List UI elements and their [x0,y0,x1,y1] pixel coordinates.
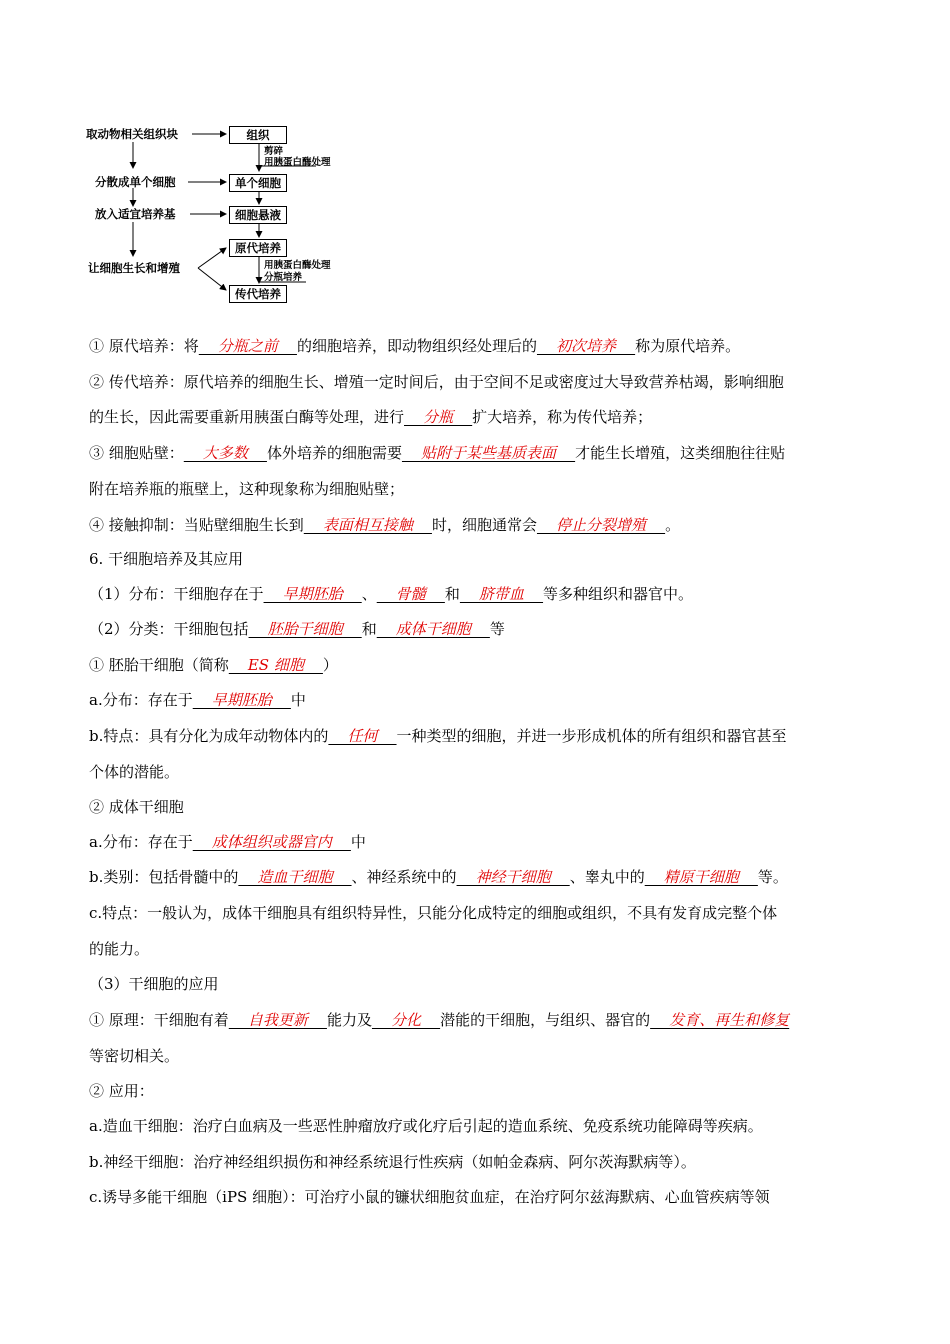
line-adherence-1: ③ 细胞贴壁： 大多数 体外培养的细胞需要 贴附于某些基质表面 才能生长增殖，这类细胞往往贴 [89,444,786,462]
answer-blank: 大多数 [183,444,267,462]
answer-blank: 分化 [371,1011,441,1029]
answer-blank: 自我更新 [228,1011,327,1029]
diagram-note-trypsin-2: 用胰蛋白酶处理 [264,260,331,271]
diagram-note-split-culture: 分瓶培养 [264,272,303,283]
diagram-step-4-label: 让细胞生长和增殖 [88,261,180,275]
answer-blank: 造血干细胞 [238,868,352,886]
line-adult-feature-1: c.特点：一般认为，成体干细胞具有组织特异性，只能分化成特定的细胞或组织，不具有发育成完整个体 [89,904,778,922]
answer-blank: 初次培养 [536,337,636,355]
answer-blank: 成体干细胞 [376,620,490,638]
line-subculture-2: 的生长，因此需要重新用胰蛋白酶等处理，进行 分瓶 扩大培养，称为传代培养； [89,408,653,426]
line-ips-application: c.诱导多能干细胞（iPS 细胞）：可治疗小鼠的镰状细胞贫血症，在治疗阿尔兹海默病、心血管疾病等领 [89,1188,770,1206]
line-subculture-1: ② 传代培养：原代培养的细胞生长、增殖一定时间后，由于空间不足或密度过大导致营养枯竭，影响细胞 [89,373,784,391]
answer-blank: 骨髓 [376,585,445,603]
diagram-note-trypsin-1: 用胰蛋白酶处理 [264,157,331,168]
answer-blank: 任何 [328,727,397,745]
diagram-step-3-label: 放入适宜培养基 [95,207,176,221]
answer-blank: 发育、再生和修复 [650,1011,790,1029]
line-adult-feature-2: 的能力。 [89,940,150,958]
answer-blank: 分瓶之前 [198,337,297,355]
line-neural-application: b.神经干细胞：治疗神经组织损伤和神经系统退行性疾病（如帕金森病、阿尔茨海默病等）。 [89,1153,696,1171]
line-applications-heading: （3）干细胞的应用 [89,975,219,993]
line-embryonic-stem-cell: ① 胚胎干细胞（简称 ES 细胞 ） [89,656,338,674]
answer-blank: 早期胚胎 [263,585,362,603]
answer-blank: ES 细胞 [228,656,323,674]
diagram-note-mince: 剪碎 [264,146,284,157]
answer-blank: 分瓶 [404,408,473,426]
section-heading-stem-cells: 6. 干细胞培养及其应用 [89,550,244,568]
answer-blank: 神经干细胞 [456,868,570,886]
answer-blank: 表面相互接触 [303,516,432,534]
diagram-box-subculture: 传代培养 [229,285,287,303]
diagram-step-2-label: 分散成单个细胞 [95,175,176,189]
diagram-box-primary-culture: 原代培养 [229,239,287,257]
line-adult-distribution: a.分布：存在于 成体组织或器官内 中 [89,833,366,851]
line-es-feature-1: b.特点：具有分化为成年动物体内的 任何 一种类型的细胞，并进一步形成机体的所有组织和器官甚至 [89,727,787,745]
line-adult-types: b.类别：包括骨髓中的 造血干细胞 、神经系统中的 神经干细胞 、睾丸中的 精原干细胞 等。 [89,868,788,886]
line-contact-inhibition: ④ 接触抑制：当贴壁细胞生长到 表面相互接触 时，细胞通常会 停止分裂增殖 。 [89,516,681,534]
answer-blank: 停止分裂增殖 [536,516,666,534]
line-adult-stem-cell: ② 成体干细胞 [89,798,184,816]
answer-blank: 精原干细胞 [644,868,758,886]
line-es-distribution: a.分布：存在于 早期胚胎 中 [89,691,306,709]
answer-blank: 早期胚胎 [192,691,291,709]
line-es-feature-2: 个体的潜能。 [89,763,180,781]
line-primary-culture: ① 原代培养：将 分瓶之前 的细胞培养，即动物组织经处理后的 初次培养 称为原代培养。 [89,337,741,355]
cell-culture-flow-diagram [86,118,386,314]
line-principle-1: ① 原理：干细胞有着 自我更新 能力及 分化 潜能的干细胞，与组织、器官的 发育、再生和修复 [89,1011,790,1029]
line-classification: （2）分类：干细胞包括 胚胎干细胞 和 成体干细胞 等 [89,620,505,638]
line-distribution: （1）分布：干细胞存在于 早期胚胎 、 骨髓 和 脐带血 等多种组织和器官中。 [89,585,694,603]
line-adherence-2: 附在培养瓶的瓶壁上，这种现象称为细胞贴壁； [89,480,405,498]
answer-blank: 贴附于某些基质表面 [401,444,576,462]
line-hematopoietic-application: a.造血干细胞：治疗白血病及一些恶性肿瘤放疗或化疗后引起的造血系统、免疫系统功能障碍等疾病。 [89,1117,763,1135]
diagram-box-single-cell: 单个细胞 [229,174,287,192]
line-applications-list: ② 应用： [89,1082,154,1100]
answer-blank: 胚胎干细胞 [248,620,362,638]
diagram-box-tissue: 组织 [229,126,287,144]
answer-blank: 成体组织或器官内 [192,833,351,851]
answer-blank: 脐带血 [459,585,544,603]
diagram-step-1-label: 取动物相关组织块 [86,127,178,141]
diagram-box-cell-suspension: 细胞悬液 [229,206,287,224]
line-principle-2: 等密切相关。 [89,1047,180,1065]
